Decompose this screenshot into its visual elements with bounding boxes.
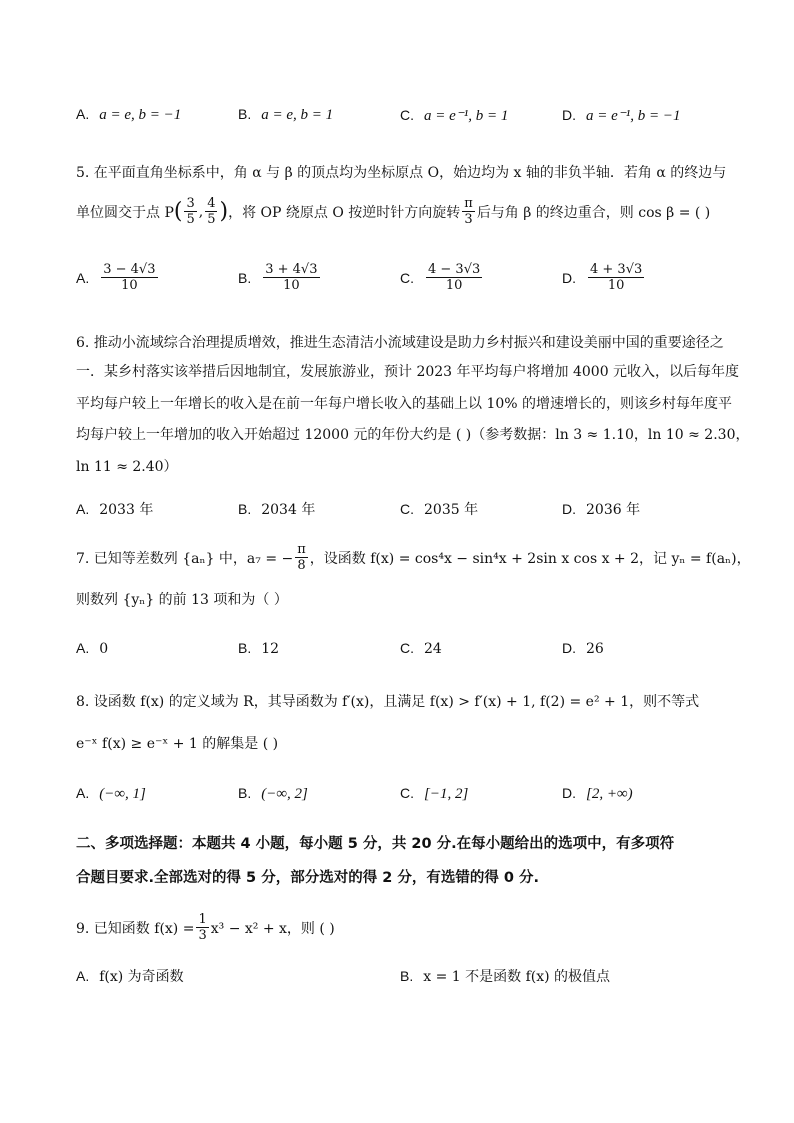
frac-den: 10 [283,278,300,293]
section-heading-line-2: 合题目要求.全部选对的得 5 分，部分选对的得 2 分，有选错的得 0 分. [76,870,540,886]
q6-option-d[interactable] [562,499,640,519]
option-label: B. [238,785,252,801]
paren-open: ( [173,199,183,224]
frac-num: 4 [207,196,216,211]
frac-den: 10 [607,278,625,293]
q4-option-a[interactable] [76,106,181,124]
option-text: 2033 年 [99,502,154,518]
q9-options [76,966,726,992]
option-label: D. [562,785,576,801]
option-label: A. [76,785,90,801]
q8-option-a[interactable] [76,785,146,803]
paren-close: ) [219,199,229,224]
option-label: A. [76,968,90,984]
q7-fraction [295,542,308,573]
frac-den: 5 [186,212,195,227]
option-label: D. [562,640,576,656]
q6-line-2: 一．某乡村落实该举措后因地制宜，发展旅游业，预计 2023 年平均每户将增加 4000 元收入，以后每年度 [76,364,740,380]
comma: , [198,203,204,220]
option-label: C. [400,107,414,123]
q5-option-d[interactable] [562,262,646,293]
frac-num: 3 [186,196,195,211]
option-text: (−∞, 2] [261,786,308,802]
q5-options [76,262,726,302]
q4-option-d[interactable] [562,106,680,125]
q5-option-a[interactable] [76,262,160,293]
option-text: f(x) 为奇函数 [99,969,184,985]
q5-line-1: 5. 在平面直角坐标系中，角 α 与 β 的顶点均为坐标原点 O，始边均为 x 轴的非负半轴．若角 α 的终边与 [76,165,727,181]
q8-line-2: e⁻ˣ f(x) ≥ e⁻ˣ + 1 的解集是 ( ) [76,736,279,752]
point-x-fraction [184,196,196,227]
frac-num: 1 [198,912,207,927]
q5-text: ，将 OP 绕原点 O 按逆时针方向旋转 [228,204,461,221]
option-text: 12 [261,641,280,657]
option-label: C. [400,501,414,517]
q8-option-c[interactable] [400,785,468,803]
option-label: C. [400,785,414,801]
q5-option-b[interactable] [238,262,322,293]
option-label: D. [562,269,576,286]
q6-options [76,499,726,525]
option-label: A. [76,640,90,656]
frac-den: 3 [198,928,207,943]
option-text: a = e⁻¹, b = 1 [424,108,509,124]
angle-fraction [462,196,475,227]
option-label: C. [400,269,414,286]
option-text: x = 1 不是函数 f(x) 的极值点 [423,969,611,985]
q9-text: x³ − x² + x，则 ( ) [210,920,335,937]
option-text: 2034 年 [261,502,316,518]
q7-options [76,640,726,666]
q5-line-2 [76,196,726,227]
q4-options [76,106,726,132]
q7-option-d[interactable] [562,640,604,657]
option-fraction [588,262,644,293]
q9-fraction [196,912,208,943]
option-text: (−∞, 1] [99,786,146,802]
q9-option-a[interactable] [76,966,184,986]
option-label: B. [238,269,252,286]
q8-option-b[interactable] [238,785,308,803]
option-label: C. [400,640,414,656]
q9-line-1 [76,912,726,943]
option-text: [−1, 2] [424,786,469,802]
q7-line-1 [76,542,751,573]
section-heading-line-1: 二、多项选择题：本题共 4 小题，每小题 5 分，共 20 分.在每小题给出的选项中，有多项符 [76,836,675,852]
option-label: D. [562,107,576,123]
option-text: [2, +∞) [586,786,633,802]
q8-option-d[interactable] [562,785,633,803]
option-fraction [263,262,319,293]
frac-den: 3 [464,212,473,227]
frac-den: 10 [445,278,463,293]
q6-line-5: ln 11 ≈ 2.40） [76,459,178,475]
point-y-fraction [205,196,217,227]
q6-option-c[interactable] [400,499,478,519]
q7-text: 7. 已知等差数列 {aₙ} 中，a₇ = − [76,550,294,567]
option-text: 2035 年 [424,502,479,518]
q5-text: 后与角 β 的终边重合，则 cos β = ( ) [476,204,711,221]
q7-text: ，设函数 f(x) = cos⁴x − sin⁴x + 2sin x cos x + 2，记 yₙ = f(aₙ)， [309,550,751,567]
q9-text: 9. 已知函数 f(x) = [76,920,195,937]
option-text: 2036 年 [586,502,641,518]
frac-den: 5 [207,212,216,227]
option-text: a = e⁻¹, b = −1 [586,108,681,124]
frac-num: 4 + 3√3 [590,262,643,277]
option-text: 26 [586,641,604,657]
frac-num: 3 − 4√3 [103,262,156,277]
q5-option-c[interactable] [400,262,484,293]
option-label: B. [238,640,252,656]
q7-line-2: 则数列 {yₙ} 的前 13 项和为（ ） [76,592,288,608]
option-fraction [426,262,482,293]
q9-option-b[interactable] [400,966,610,986]
option-label: A. [76,501,90,517]
option-text: a = e, b = −1 [99,107,182,123]
q6-line-1: 6. 推动小流域综合治理提质增效，推进生态清洁小流域建设是助力乡村振兴和建设美丽中国的重要途径之 [76,335,724,351]
option-label: B. [400,968,414,984]
frac-den: 8 [297,558,306,573]
frac-num: 4 − 3√3 [428,262,481,277]
q6-option-a[interactable] [76,499,153,519]
option-text: 24 [424,641,442,657]
frac-num: 3 + 4√3 [265,262,318,277]
q8-options [76,785,726,811]
q6-option-b[interactable] [238,499,315,519]
q7-option-a[interactable] [76,640,108,657]
option-text: a = e, b = 1 [261,107,334,123]
option-label: B. [238,106,252,122]
q6-line-4: 均每户较上一年增加的收入开始超过 12000 元的年份大约是 ( )（参考数据：ln 3 ≈ 1.10，ln 10 ≈ 2.30， [76,427,750,443]
q7-option-b[interactable] [238,640,279,657]
option-fraction [101,262,157,293]
frac-den: 10 [121,278,138,293]
frac-num: π [297,542,306,557]
q4-option-b[interactable] [238,106,333,124]
q5-text: 单位圆交于点 P [76,204,174,221]
q8-line-1: 8. 设函数 f(x) 的定义域为 R，其导函数为 f′(x)，且满足 f(x) > f′(x) + 1, f(2) = e² + 1，则不等式 [76,694,700,710]
option-label: A. [76,269,90,286]
option-text: 0 [99,641,109,657]
option-label: A. [76,106,90,122]
q6-line-3: 平均每户较上一年增长的收入是在前一年每户增长收入的基础上以 10% 的增速增长的，则该乡村每年度平 [76,396,733,412]
frac-num: π [464,196,473,211]
q4-option-c[interactable] [400,106,508,125]
option-label: D. [562,501,576,517]
option-label: B. [238,501,252,517]
q7-option-c[interactable] [400,640,442,657]
